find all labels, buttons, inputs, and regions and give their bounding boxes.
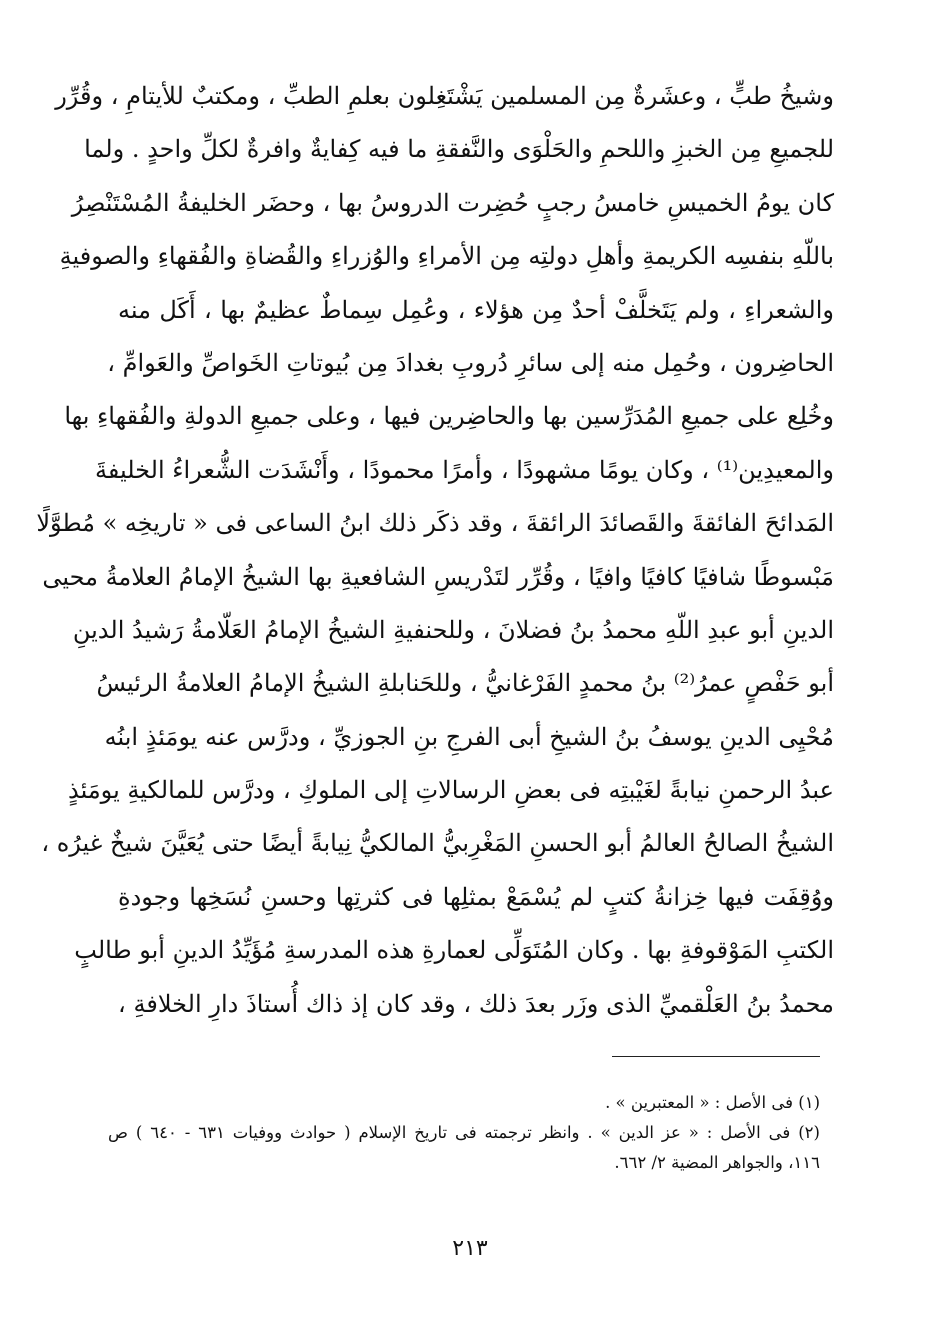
text-line: باللّهِ بنفسِه الكريمةِ وأهلِ دولتِه مِن الأمراءِ والوُزراءِ والقُضاةِ والفُقهاءِ والصوفيةِ [59,242,834,271]
text-line: مَبْسوطًا شافيًا كافيًا وافيًا ، وقُرِّر لتَدْريسِ الشافعيةِ بها الشيخُ الإمامُ العلامةُ محيى [42,562,834,591]
text-line: الحاضِرون ، وحُمِل منه إلى سائرِ دُروبِ بغدادَ مِن بُيوتاتِ الخَواصِّ والعَوامِّ ، [107,348,834,377]
text-line: والمعيدِين⁽¹⁾ ، وكان يومًا مشهودًا ، وأمرًا محمودًا ، وأَنْشَدَت الشُّعراءُ الخليفةَ [94,455,834,484]
text-line: عبدُ الرحمنِ نيابةً لغَيْبتِه فى بعضِ الرسالاتِ إلى الملوكِ ، ودرَّس للمالكيةِ يومَئذٍ [67,776,834,805]
text-line: وشيخُ طبٍّ ، وعشَرةٌ مِن المسلمين يَشْتَغِلون بعلمِ الطبِّ ، ومكتبٌ للأيتامِ ، وقُرِّر [55,82,834,110]
footnote-1: (١) فى الأصل : « المعتبرين » . [605,1093,820,1112]
page-number: ٢١٣ [452,1236,488,1261]
text-line: المَدائحَ الفائقةَ والقَصائدَ الرائقةَ ، وقد ذكَر ذلك ابنُ الساعى فى « تاريخِه » مُطوَّلًا [36,509,834,538]
footnote-2-continuation: ١١٦، والجواهر المضية ٢/ ٦٦٢. [614,1153,820,1172]
text-line: والشعراءِ ، ولم يَتَخلَّفْ أحدٌ مِن هؤلاء ، وعُمِل سِماطٌ عظيمٌ بها ، أَكَل منه [118,295,834,324]
text-line: وخُلِع على جميعِ المُدَرِّسين بها والحاضِرين فيها ، وعلى جميعِ الدولةِ والفُقهاءِ بها [64,402,834,431]
text-line: الدينِ أبو عبدِ اللّهِ محمدُ بنُ فضلانَ ، وللحنفيةِ الشيخُ الإمامُ العَلّامةُ رَشيدُ الدينِ [72,615,834,644]
text-line: ووُقِفَت فيها خِزانةُ كتبٍ لم يُسْمَعْ بمثلِها فى كثرتِها وحسنِ نُسَخِها وجودةِ [118,882,834,911]
text-line: مُحْيِى الدينِ يوسفُ بنُ الشيخِ أبى الفرجِ بنِ الجوزيِّ ، ودرَّس عنه يومَئذٍ ابنُه [104,722,834,751]
main-text-block [36,70,834,1031]
text-line: الكتبِ المَوْقوفةِ بها . وكان المُتَوَلِّى لعمارةِ هذه المدرسةِ مُؤَيِّدُ الدينِ أبو طالبٍ [74,936,834,965]
text-line: محمدُ بنُ العَلْقميِّ الذى وزَر بعدَ ذلك ، وقد كان إذ ذاك أُستاذَ دارِ الخلافةِ ، [118,989,834,1018]
text-line: الشيخُ الصالحُ العالمُ أبو الحسنِ المَغْرِبيُّ المالكيُّ نِيابةً أيضًا حتى يُعَيَّنَ شيخٌ غيرُه ، [41,829,834,858]
footnotes-block [108,1088,820,1178]
footnote-2: (٢) فى الأصل : « عز الدين » . وانظر ترجمته فى تاريخ الإسلام ( حوادث ووفيات ٦٣١ - ٦٤٠ ) ص [108,1123,820,1142]
footnote-separator [612,1056,820,1057]
text-line: للجميعِ مِن الخبزِ واللحمِ والحَلْوَى والنَّفقةِ ما فيه كِفايةٌ وافرةٌ لكلِّ واحدٍ . ولما [84,135,834,164]
text-line: كان يومُ الخميسِ خامسُ رجبٍ حُضِرت الدروسُ بها ، وحضَر الخليفةُ المُسْتَنْصِرُ [71,188,834,217]
text-line: أبو حَفْصٍ عمرُ⁽²⁾ بنُ محمدٍ الفَرْغانيُّ ، وللحَنابلةِ الشيخُ الإمامُ العلامةُ الرئيسُ [96,669,834,698]
